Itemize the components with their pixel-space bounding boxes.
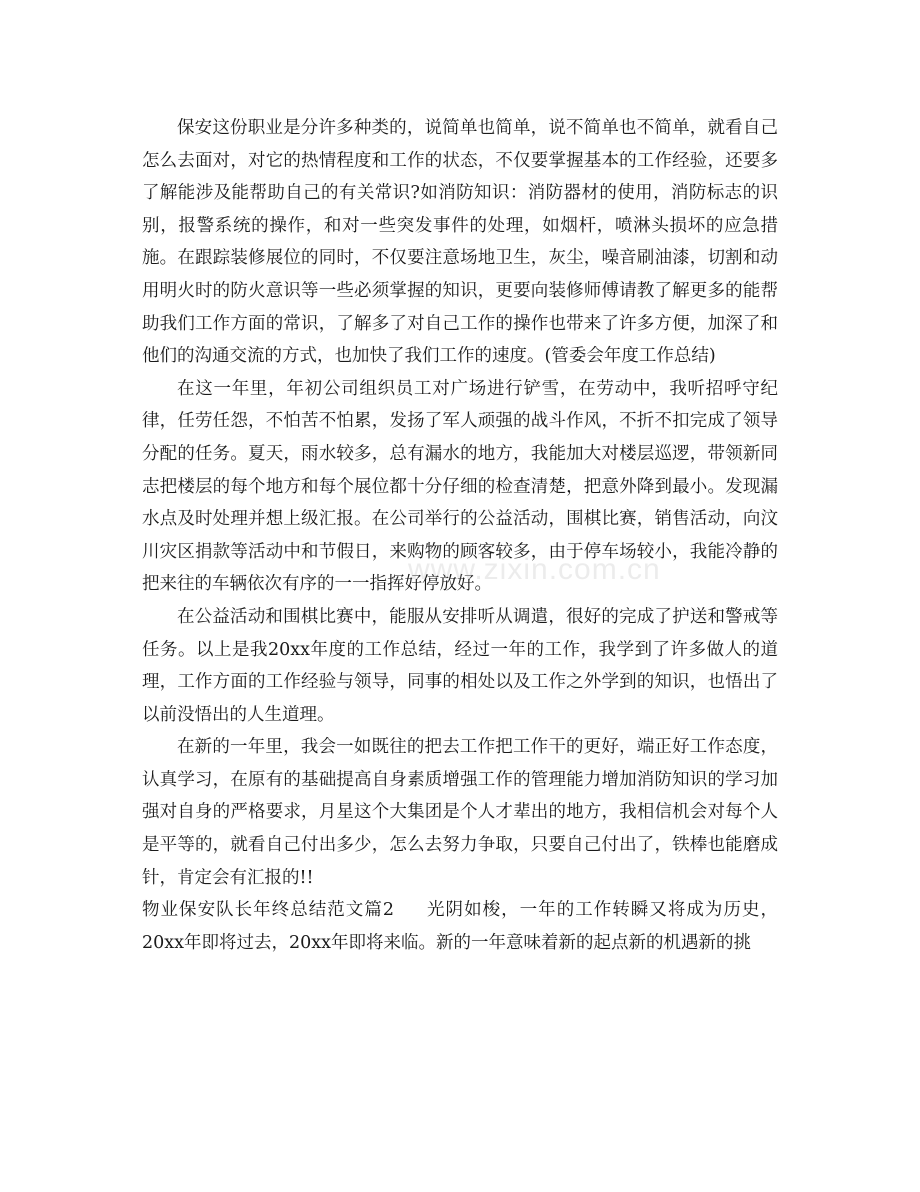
paragraph-3: 在公益活动和围棋比赛中，能服从安排听从调遣，很好的完成了护送和警戒等任务。以上是我20xx年度的工作总结，经过一年的工作，我学到了许多做人的道理，工作方面的工作经验与领导，同事的相处以及工作之外学到的知识，也悟出了以前没悟出的人生道理。 (142, 606, 778, 725)
paragraph-2: 在这一年里，年初公司组织员工对广场进行铲雪，在劳动中，我听招呼守纪律，任劳任怨，不怕苦不怕累，发扬了军人顽强的战斗作风，不折不扣完成了领导分配的任务。夏天，雨水较多，总有漏水的地方，我能加大对楼层巡逻，带领新同志把楼层的每个地方和每个展位都十分仔细的检查清楚，把意外降到最小。发现漏水点及时处理并想上级汇报。在公司举行的公益活动，围棋比赛，销售活动，向汶川灾区捐款等活动中和节假日，来购物的顾客较多，由于停车场较小，我能冷静的把来往的车辆依次有序的一一指挥好停放好。 (142, 378, 778, 595)
section-intro: 光阴如梭，一年的工作转瞬又将成为历史，20xx年即将过去，20xx年即将来临。新的一年意味着新的起点新的机遇新的挑 (142, 900, 778, 953)
watermark: www.zixin.com.cn (408, 553, 661, 586)
section-start (142, 894, 778, 959)
document-body (142, 112, 778, 959)
paragraph-1: 保安这份职业是分许多种类的，说简单也简单，说不简单也不简单，就看自己怎么去面对，对它的热情程度和工作的状态，不仅要掌握基本的工作经验，还要多了解能涉及能帮助自己的有关常识?如消防知识：消防器材的使用，消防标志的识别，报警系统的操作，和对一些突发事件的处理，如烟杆，喷淋头损坏的应急措施。在跟踪装修展位的同时，不仅要注意场地卫生，灰尘，噪音刷油漆，切割和动用明火时的防火意识等一些必须掌握的知识，更要向装修师傅请教了解更多的能帮助我们工作方面的常识，了解多了对自己工作的操作也带来了许多方便，加深了和他们的沟通交流的方式，也加快了我们工作的速度。(管委会年度工作总结) (142, 118, 778, 367)
paragraph-4: 在新的一年里，我会一如既往的把去工作把工作干的更好，端正好工作态度，认真学习，在原有的基础提高自身素质增强工作的管理能力增加消防知识的学习加强对自身的严格要求，月星这个大集团是个人才辈出的地方，我相信机会对每个人是平等的，就看自己付出多少，怎么去努力争取，只要自己付出了，铁棒也能磨成针，肯定会有汇报的!! (142, 737, 778, 888)
section-heading: 物业保安队长年终总结范文篇2 (142, 900, 394, 921)
